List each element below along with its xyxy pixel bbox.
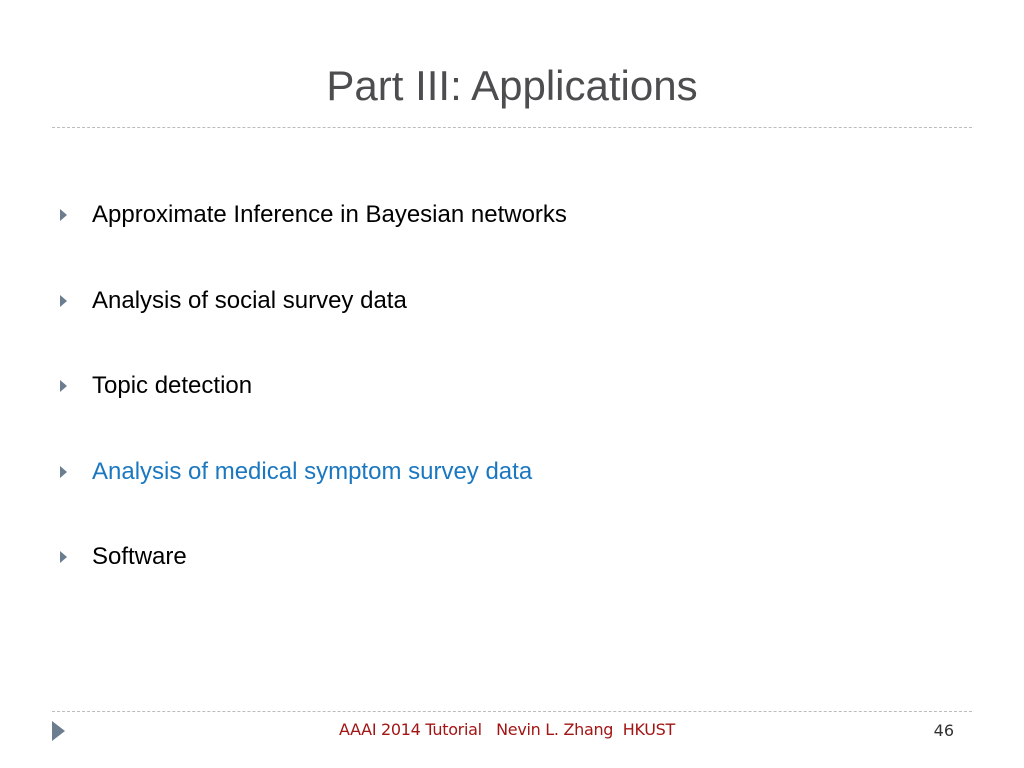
bullet-item (60, 198, 567, 232)
bullet-text: Topic detection (92, 372, 253, 399)
bullet-text: Approximate Inference in Bayesian networks (92, 201, 567, 228)
bullet-text: Analysis of medical symptom survey data (92, 458, 533, 485)
slide-title: Part III: Applications (326, 62, 698, 109)
triangle-right-icon (60, 551, 67, 563)
bullet-text: Software (92, 543, 187, 570)
triangle-right-icon (60, 466, 67, 478)
bullet-item (60, 284, 407, 318)
bullet-item (60, 369, 252, 403)
footer-triangle-icon (52, 721, 65, 741)
page-number: 46 (933, 721, 954, 740)
triangle-right-icon (60, 209, 67, 221)
bullet-item-highlighted (60, 455, 532, 489)
triangle-right-icon (60, 380, 67, 392)
bullet-item (60, 540, 187, 574)
bullet-text: Analysis of social survey data (92, 287, 407, 314)
footer-divider (52, 711, 972, 712)
footer-text: AAAI 2014 Tutorial Nevin L. Zhang HKUST (339, 720, 675, 739)
triangle-right-icon (60, 295, 67, 307)
